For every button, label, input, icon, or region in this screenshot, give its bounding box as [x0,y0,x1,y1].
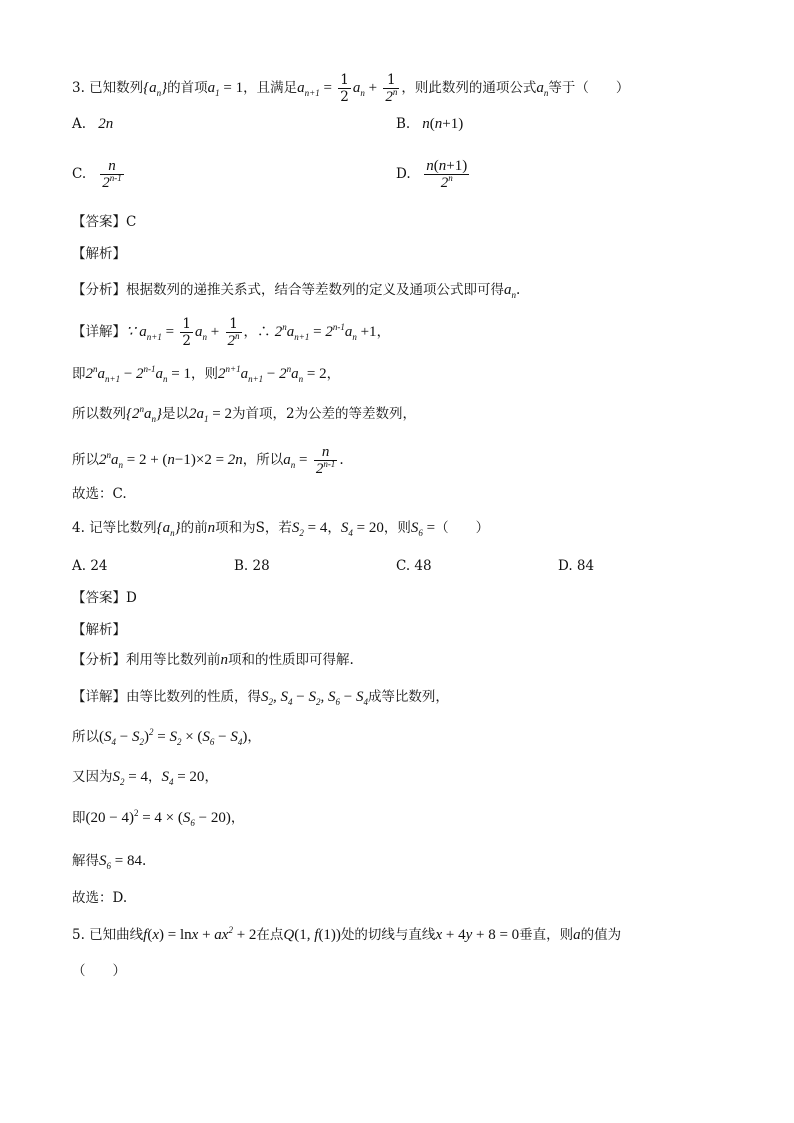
q4-detail-2: 所以$(S_4 - S_2)^2 = S_2 \times (S_6 - S_4)$， [72,727,261,747]
q3-choose: 故选：C. [72,486,127,502]
q3-option-c: C. $\frac{n}{2^{n-1}}$ [72,158,122,191]
q3-detail-3: 所以数列$\{2^na_n\}$是以$2a_1 = 2$为首项，2为公差的等差数列， [72,404,417,424]
q3-detail-1: 【详解】∵ $a_{n+1}$ = $\frac{1}{2}$ $a_n$ + $\frac{1}{2^n}$ ，∴ $2^na_{n+1} = 2^{n-1}a_n +1$， [72,316,391,349]
q4-option-b: B. 28 [234,558,270,574]
q4-analysis-title: 【解析】 [72,622,126,638]
q4-answer: 【答案】D [72,590,137,606]
q4-stem: 4. 记等比数列$\{a_n\}$的前n项和为S，若$S_2 = 4$，$S_4 = 20$，则$S_6$ =（ ） [72,520,490,538]
q4-detail-1: 【详解】由等比数列的性质，得$S_2$, $S_4 - S_2$, $S_6 - S_4$成等比数列， [72,689,449,707]
q3-stem: 3. 已知数列$\{a_n\}$的首项$a_1 = 1$，且满足$a_{n+1}$ = $\frac{1}{2}$ $a_n$ + $\frac{1}{2^n}$ ，则此数列的通项公式$a_n$等于（ ） [72,72,630,105]
q3-option-a: A. 2n [72,116,114,132]
q4-option-c: C. 48 [396,558,432,574]
q4-choose: 故选：D. [72,890,128,906]
q3-option-b: B. n(n+1) [396,116,464,132]
q4-detail-3: 又因为$S_2 = 4$，$S_4 = 20$， [72,769,218,787]
q3-fenxi: 【分析】根据数列的递推关系式，结合等差数列的定义及通项公式即可得$a_n$. [72,282,521,300]
q5-stem: 5. 已知曲线$f(x) = \ln x + ax^2 + 2$在点Q(1, f(1))处的切线与直线x + 4y + 8 = 0垂直，则a的值为 [72,925,622,943]
q4-option-a: A. 24 [72,558,108,574]
q4-detail-4: 即$(20 - 4)^2 = 4 \times (S_6 - 20)$， [72,808,245,828]
q4-detail-5: 解得$S_6 = 84$. [72,853,147,871]
q3-prefix: 3. 已知数列 [72,80,144,96]
q3-analysis-title: 【解析】 [72,246,126,262]
q4-fenxi: 【分析】利用等比数列前n项和的性质即可得解. [72,652,354,668]
q3-detail-4: 所以$2^na_n = 2 + (n-1)\times 2 = 2n$，所以$a_n$ = $\frac{n}{2^{n-1}}$ . [72,444,344,477]
q3-option-d: D. $\frac{n(n+1)}{2^n}$ [396,158,468,191]
q3-detail-2: 即$2^na_{n+1} - 2^{n-1}a_n = 1$，则$2^{n+1}a_{n+1} - 2^na_n = 2$， [72,364,341,384]
q3-answer: 【答案】C [72,214,137,230]
q4-option-d: D. 84 [558,558,595,574]
q5-paren: （ ） [72,963,126,979]
